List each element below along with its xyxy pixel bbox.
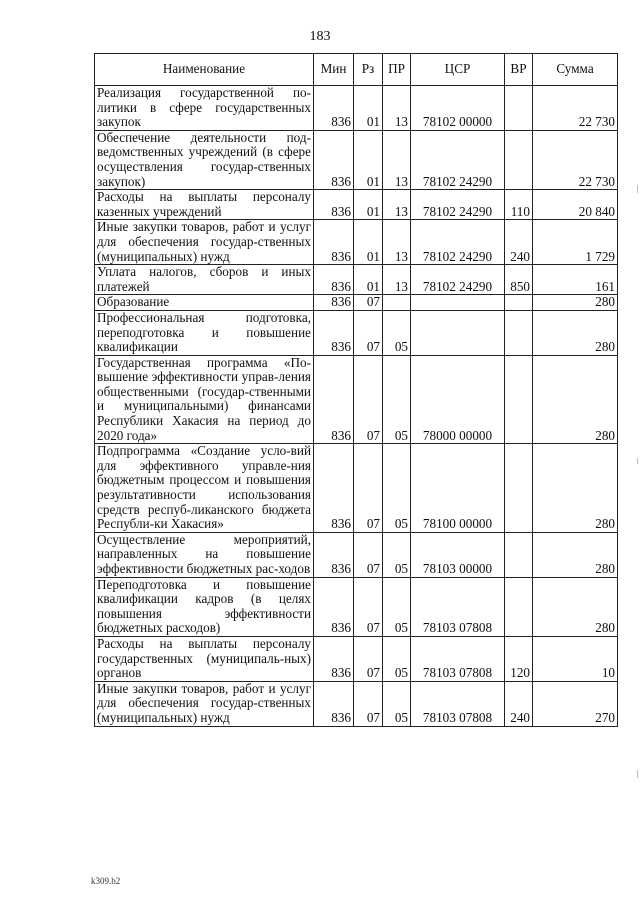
cell-name: Подпрограмма «Создание усло-вий для эффективного управле-ния бюджетным процессом и повышения результативности использования средств респуб-ликанского бюджета Республи-ки Хакасия» [95, 444, 314, 533]
cell-rz: 01 [354, 220, 383, 265]
cell-vr: 110 [505, 190, 533, 220]
header-pr: ПР [383, 54, 411, 86]
cell-min: 836 [314, 355, 354, 444]
cell-vr: 240 [505, 220, 533, 265]
cell-sum: 280 [533, 295, 618, 311]
cell-vr: 120 [505, 636, 533, 681]
cell-pr: 05 [383, 577, 411, 636]
cell-vr [505, 444, 533, 533]
cell-rz: 01 [354, 190, 383, 220]
cell-rz: 07 [354, 532, 383, 577]
cell-csr [411, 310, 505, 355]
header-row [95, 54, 618, 86]
page-number: 183 [309, 29, 331, 44]
cell-min: 836 [314, 86, 354, 131]
cell-pr: 05 [383, 355, 411, 444]
cell-vr: 850 [505, 265, 533, 295]
cell-csr: 78102 24290 [411, 190, 505, 220]
cell-sum: 20 840 [533, 190, 618, 220]
cell-pr: 13 [383, 130, 411, 189]
table-row [95, 295, 618, 311]
cell-pr: 05 [383, 444, 411, 533]
cell-name: Иные закупки товаров, работ и услуг для обеспечения государ-ственных (муниципальных) нужд [95, 220, 314, 265]
table-row [95, 130, 618, 189]
table-row [95, 532, 618, 577]
cell-csr: 78102 24290 [411, 220, 505, 265]
cell-sum: 280 [533, 355, 618, 444]
table-row [95, 310, 618, 355]
cell-name: Переподготовка и повышение квалификации кадров (в целях повышения эффективности бюджетных расходов) [95, 577, 314, 636]
cell-min: 836 [314, 130, 354, 189]
cell-sum: 270 [533, 681, 618, 726]
cell-pr: 13 [383, 265, 411, 295]
cell-rz: 07 [354, 310, 383, 355]
cell-pr: 05 [383, 636, 411, 681]
cell-sum: 22 730 [533, 130, 618, 189]
cell-rz: 07 [354, 355, 383, 444]
table-row [95, 220, 618, 265]
table-row [95, 636, 618, 681]
cell-rz: 07 [354, 295, 383, 311]
header-vr: ВР [505, 54, 533, 86]
cell-pr: 13 [383, 220, 411, 265]
header-min: Мин [314, 54, 354, 86]
cell-min: 836 [314, 310, 354, 355]
cell-csr: 78103 00000 [411, 532, 505, 577]
cell-csr: 78100 00000 [411, 444, 505, 533]
cell-vr [505, 295, 533, 311]
cell-min: 836 [314, 577, 354, 636]
cell-sum: 1 729 [533, 220, 618, 265]
cell-vr [505, 532, 533, 577]
cell-name: Государственная программа «По-вышение эффективности управ-ления общественными (государ-ственными и муниципальными) финансами Республики Хакасия на период до 2020 года» [95, 355, 314, 444]
cell-sum: 280 [533, 310, 618, 355]
cell-name: Уплата налогов, сборов и иных платежей [95, 265, 314, 295]
table-row [95, 190, 618, 220]
cell-name: Обеспечение деятельности под-ведомственных учреждений (в сфере осуществления государ-ственных закупок) [95, 130, 314, 189]
scan-margin-mark [637, 458, 638, 464]
cell-sum: 10 [533, 636, 618, 681]
cell-name: Реализация государственной по-литики в сфере государственных закупок [95, 86, 314, 131]
cell-name: Осуществление мероприятий, направленных на повышение эффективности бюджетных рас-ходов [95, 532, 314, 577]
cell-min: 836 [314, 295, 354, 311]
cell-name: Профессиональная подготовка, переподготовка и повышение квалификации [95, 310, 314, 355]
table-row [95, 444, 618, 533]
cell-min: 836 [314, 636, 354, 681]
cell-csr: 78103 07808 [411, 681, 505, 726]
cell-min: 836 [314, 444, 354, 533]
cell-csr [411, 295, 505, 311]
cell-pr: 05 [383, 532, 411, 577]
cell-pr: 13 [383, 86, 411, 131]
cell-csr: 78103 07808 [411, 636, 505, 681]
cell-csr: 78102 24290 [411, 130, 505, 189]
cell-sum: 22 730 [533, 86, 618, 131]
cell-min: 836 [314, 265, 354, 295]
cell-rz: 01 [354, 130, 383, 189]
cell-sum: 280 [533, 532, 618, 577]
cell-rz: 01 [354, 86, 383, 131]
cell-csr: 78102 24290 [411, 265, 505, 295]
table-row [95, 86, 618, 131]
cell-name: Иные закупки товаров, работ и услуг для обеспечения государ-ственных (муниципальных) нужд [95, 681, 314, 726]
cell-sum: 161 [533, 265, 618, 295]
table-row [95, 355, 618, 444]
cell-name: Расходы на выплаты персоналу государственных (муниципаль-ных) органов [95, 636, 314, 681]
cell-pr: 05 [383, 310, 411, 355]
cell-name: Расходы на выплаты персоналу казенных учреждений [95, 190, 314, 220]
cell-sum: 280 [533, 444, 618, 533]
cell-vr [505, 86, 533, 131]
table-body [95, 86, 618, 727]
cell-vr [505, 310, 533, 355]
cell-vr: 240 [505, 681, 533, 726]
cell-csr: 78000 00000 [411, 355, 505, 444]
cell-pr: 05 [383, 681, 411, 726]
table-row [95, 681, 618, 726]
table-header [95, 54, 618, 86]
header-rz: Рз [354, 54, 383, 86]
cell-min: 836 [314, 532, 354, 577]
cell-vr [505, 355, 533, 444]
cell-vr [505, 577, 533, 636]
cell-csr: 78102 00000 [411, 86, 505, 131]
header-name: Наименование [95, 54, 314, 86]
cell-rz: 07 [354, 444, 383, 533]
cell-rz: 07 [354, 636, 383, 681]
table-row [95, 577, 618, 636]
cell-min: 836 [314, 681, 354, 726]
cell-min: 836 [314, 190, 354, 220]
cell-name: Образование [95, 295, 314, 311]
header-sum: Сумма [533, 54, 618, 86]
footer-code: k309.b2 [91, 876, 121, 886]
cell-vr [505, 130, 533, 189]
scan-margin-mark [637, 185, 638, 193]
table-row [95, 265, 618, 295]
cell-pr: 13 [383, 190, 411, 220]
header-csr: ЦСР [411, 54, 505, 86]
cell-csr: 78103 07808 [411, 577, 505, 636]
cell-pr [383, 295, 411, 311]
cell-rz: 07 [354, 577, 383, 636]
cell-rz: 01 [354, 265, 383, 295]
budget-table [94, 53, 618, 727]
cell-sum: 280 [533, 577, 618, 636]
scan-margin-mark [637, 770, 638, 778]
cell-min: 836 [314, 220, 354, 265]
cell-rz: 07 [354, 681, 383, 726]
